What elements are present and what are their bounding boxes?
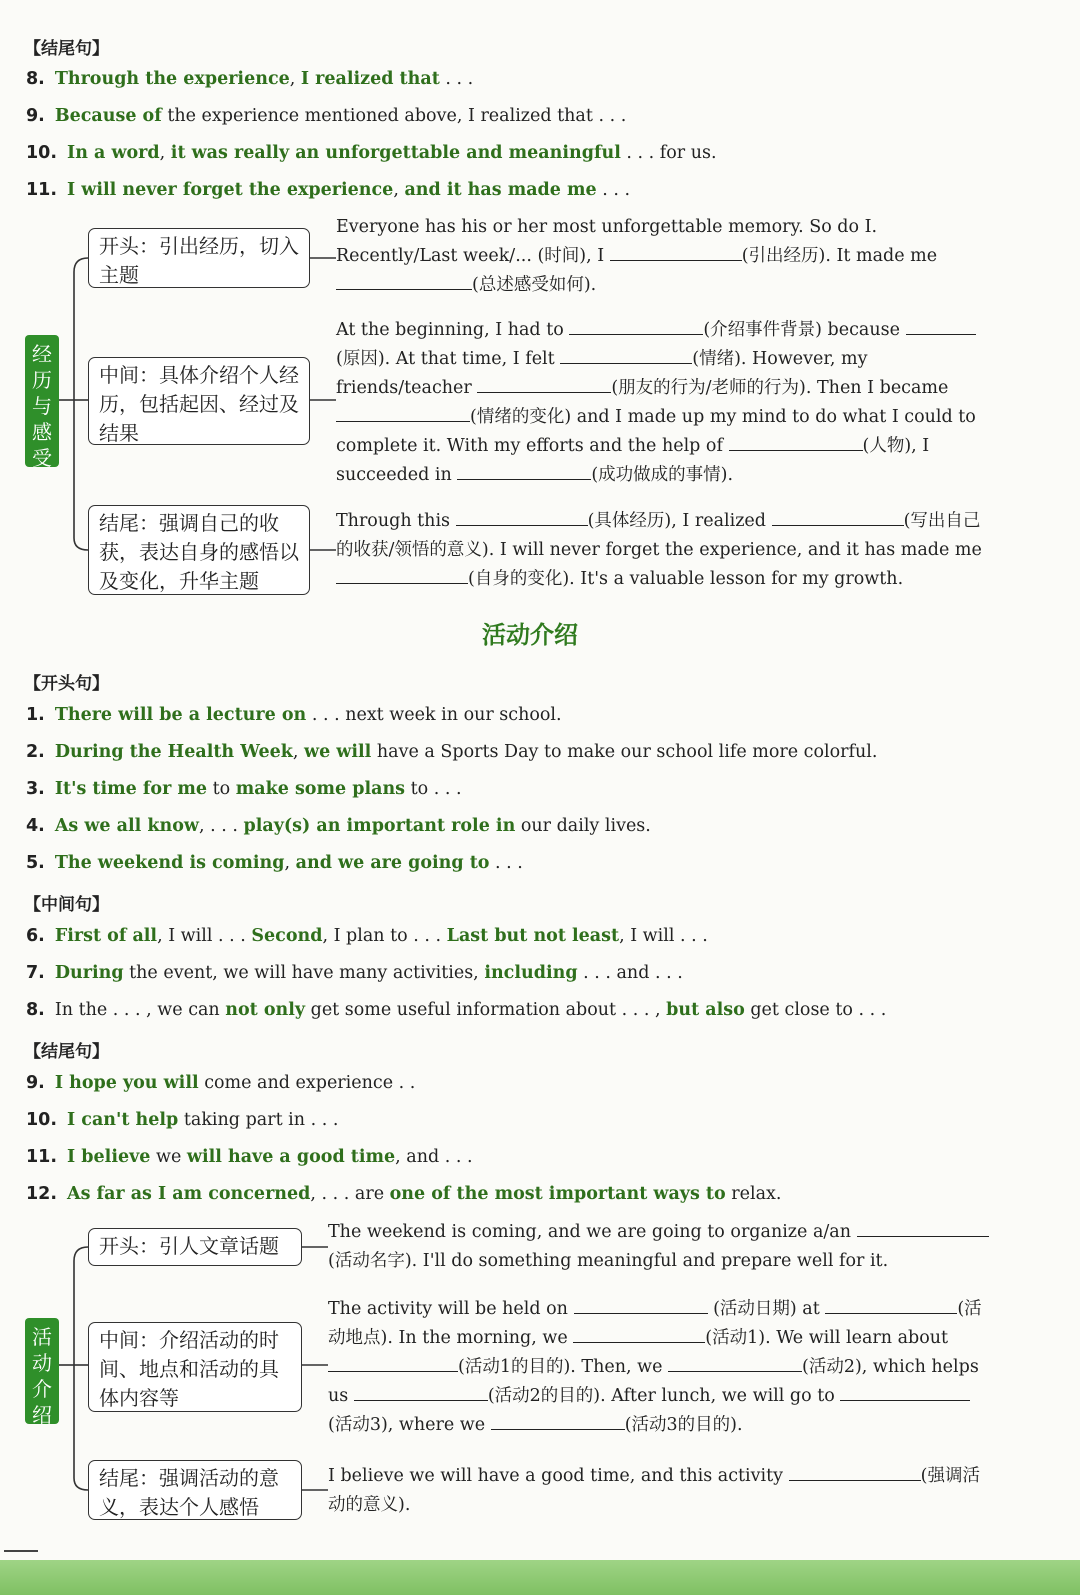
sentence-text: , [393,180,405,200]
sentence-line [26,816,651,836]
sentence-number: 4. [26,816,45,836]
key-phrase: I will never forget the experience [67,180,394,200]
sentence-number: 10. [26,1110,58,1130]
map1-label-char: 受 [32,446,52,470]
section2-title: 活动介绍 [482,621,578,649]
fill-blank [477,374,611,393]
sentence-line [26,853,523,873]
text-run: (朋友的行为/老师的行为). Then I became [611,378,949,398]
map1-opening-text [336,213,990,300]
key-phrase: During [54,963,124,983]
text-run: Through this [336,511,456,531]
section2-open-label: 【开头句】 [24,674,109,694]
sentence-line [26,1184,781,1204]
sentence-number: 2. [26,742,45,762]
sentence-line [26,1110,338,1130]
key-phrase: The weekend is coming [54,853,285,873]
text-run: (强调活动的意义). [328,1466,980,1515]
key-phrase: and we are going to [295,853,490,873]
sentence-number: 8. [26,69,45,89]
map1-label [25,335,59,470]
fill-blank [336,565,468,584]
map1-ending-text [336,507,990,594]
map1-opening-box: 开头：引出经历，切入主题 [88,228,310,288]
fill-blank [610,242,742,261]
key-phrase: and it has made me [404,180,597,200]
sentence-number: 12. [26,1184,58,1204]
fill-blank [456,507,588,526]
sentence-number: 5. [26,853,45,873]
key-phrase: As far as I am concerned [67,1184,311,1204]
fill-blank [336,403,470,422]
map2-ending-text [328,1462,992,1520]
key-phrase: During the Health Week [54,742,293,762]
text-run: (活动2的目的). After lunch, we will go to [487,1386,841,1406]
text-run: The activity will be held on [328,1299,574,1319]
text-run: (人物), I succeeded in [336,436,930,485]
fill-blank [560,345,692,364]
key-phrase: I can't help [67,1110,179,1130]
fill-blank [336,271,472,290]
sentence-text: , I plan to . . . [322,926,447,946]
sentence-text: get close to . . . [744,1000,887,1020]
text-run: (活动2), which helps us [328,1357,979,1406]
sentence-text: the event, we will have many activities, [123,963,485,983]
fill-blank [668,1353,802,1372]
sentence-text: . . . [489,853,523,873]
fill-blank [772,507,904,526]
key-phrase: make some plans [235,779,406,799]
sentence-text: to [207,779,236,799]
sentence-text: taking part in . . . [178,1110,339,1130]
sentence-text: . . . [439,69,474,89]
map2-opening-box: 开头：引人文章话题 [88,1228,302,1266]
key-phrase: First of all [54,926,158,946]
sentence-text: relax. [725,1184,782,1204]
sentence-text: . . . next week in our school. [306,705,562,725]
map2-label-char: 动 [32,1351,52,1375]
sentence-text: our daily lives. [515,816,651,836]
page-footer-band [0,1560,1080,1595]
map1-label-char: 历 [32,368,52,392]
sentence-number: 6. [26,926,45,946]
text-run: (活动3的目的). [624,1415,743,1435]
map2-label-char: 绍 [32,1403,52,1427]
sentence-text: . . . for us. [620,143,717,163]
key-phrase: Last but not least [446,926,620,946]
map2-opening-text [328,1218,992,1276]
map1-ending-box: 结尾：强调自己的收获，表达自身的感悟以及变化，升华主题 [88,505,310,595]
sentence-number: 7. [26,963,45,983]
key-phrase: I believe [67,1147,151,1167]
sentence-number: 9. [26,1073,45,1093]
section2-end-label: 【结尾句】 [24,1042,109,1062]
text-run: (情绪). However, my friends/teacher [336,349,868,398]
sentence-line [26,926,708,946]
sentence-text: . . . and . . . [577,963,683,983]
text-run: (活动1). We will learn about [705,1328,949,1348]
sentence-number: 9. [26,106,45,126]
fill-blank [573,1324,705,1343]
map1-middle-text [336,316,990,490]
sentence-text: to . . . [405,779,462,799]
fill-blank [328,1353,458,1372]
text-run: I believe we will have a good time, and this activity [328,1466,789,1486]
sentence-text: , I will . . . [157,926,252,946]
map2-ending-box: 结尾：强调活动的意义，表达个人感悟 [88,1460,302,1520]
map1-label-char: 经 [32,342,52,366]
sentence-text: get some useful information about . . . , [305,1000,667,1020]
text-run: (活动日期) at [707,1299,826,1319]
sentence-text: , . . . are [310,1184,390,1204]
sentence-line [26,1000,886,1020]
text-run: The weekend is coming, and we are going to organize a/an [328,1222,857,1242]
fill-blank [840,1382,970,1401]
fill-blank [457,461,591,480]
sentence-line [26,963,683,983]
sentence-text: , [289,69,301,89]
map1-label-char: 感 [32,420,52,444]
key-phrase: play(s) an important role in [243,816,516,836]
section2-mid-label: 【中间句】 [24,895,109,915]
sentence-number: 8. [26,1000,45,1020]
key-phrase: we will [304,742,372,762]
text-run: (引出经历). It made me [741,246,938,266]
sentence-text: In the . . . , we can [54,1000,226,1020]
fill-blank [569,316,703,335]
text-run: (具体经历), I realized [587,511,772,531]
sentence-text: come and experience . . [198,1073,416,1093]
fill-blank [857,1218,989,1237]
key-phrase: I hope you will [54,1073,199,1093]
text-run: (总述感受如何). [472,275,597,295]
sentence-text: we [150,1147,187,1167]
key-phrase: including [484,963,578,983]
sentence-number: 3. [26,779,45,799]
map1-bracket [74,258,88,550]
fill-blank [574,1295,708,1314]
key-phrase: not only [225,1000,306,1020]
text-run: (写出自己的收获/领悟的意义). I will never forget the experience, and it has made me [336,511,982,560]
map2-middle-text [328,1295,992,1440]
text-run: (活动1的目的). Then, we [458,1357,669,1377]
map2-label [25,1318,59,1427]
key-phrase: but also [666,1000,745,1020]
sentence-line [26,1147,473,1167]
sentence-number: 11. [26,1147,58,1167]
map2-label-char: 介 [32,1377,52,1401]
text-run: (介绍事件背景) because [703,320,906,340]
section1-end-label: 【结尾句】 [24,39,109,59]
fill-blank [491,1411,625,1430]
page-corner-mark [4,1550,38,1552]
sentence-line [26,1073,415,1093]
key-phrase: one of the most important ways to [389,1184,726,1204]
fill-blank [825,1295,957,1314]
sentence-line [26,779,462,799]
sentence-line [26,742,877,762]
text-run: (活动3), where we [328,1415,491,1435]
text-run: At the beginning, I had to [336,320,570,340]
sentence-text: , . . . [198,816,244,836]
map2-middle-box: 中间：介绍活动的时间、地点和活动的具体内容等 [88,1322,302,1412]
key-phrase: Second [251,926,323,946]
sentence-text: , and . . . [395,1147,473,1167]
map2-label-char: 活 [32,1325,52,1349]
sentence-text: the experience mentioned above, I realized that . . . [161,106,627,126]
sentence-number: 10. [26,143,58,163]
text-run: (活动名字). I'll do something meaningful and prepare well for it. [328,1251,889,1271]
text-run: (情绪的变化) and I made up my mind to do what I could to complete it. With my efforts and the help of [336,407,976,456]
key-phrase: will have a good time [186,1147,396,1167]
text-run: (自身的变化). It's a valuable lesson for my growth. [468,569,904,589]
map1-label-char: 与 [32,394,52,418]
key-phrase: it was really an unforgettable and meaningful [170,143,621,163]
key-phrase: There will be a lecture on [54,705,307,725]
text-run: (原因). At that time, I felt [336,349,561,369]
fill-blank [789,1462,921,1481]
key-phrase: It's time for me [54,779,208,799]
map1-middle-box: 中间：具体介绍个人经历，包括起因、经过及结果 [88,357,310,445]
fill-blank [906,316,976,335]
sentence-text: , [292,742,304,762]
sentence-text: . . . [596,180,631,200]
key-phrase: In a word [67,143,160,163]
text-run: Everyone has his or her most unforgettable memory. So do I. Recently/Last week/... (时间), I [336,217,878,266]
key-phrase: I realized that [300,69,440,89]
sentence-text: , [159,143,171,163]
key-phrase: Because of [54,106,162,126]
sentence-line [26,705,562,725]
key-phrase: Through the experience [54,69,290,89]
fill-blank [354,1382,488,1401]
sentence-text: , [284,853,296,873]
text-run: (成功做成的事情). [591,465,734,485]
sentence-text: , I will . . . [619,926,708,946]
sentence-number: 1. [26,705,45,725]
sentence-text: have a Sports Day to make our school life more colorful. [371,742,878,762]
sentence-number: 11. [26,180,58,200]
map2-bracket [74,1247,88,1490]
fill-blank [729,432,863,451]
text-run: (活动地点). In the morning, we [328,1299,982,1348]
key-phrase: As we all know [54,816,199,836]
